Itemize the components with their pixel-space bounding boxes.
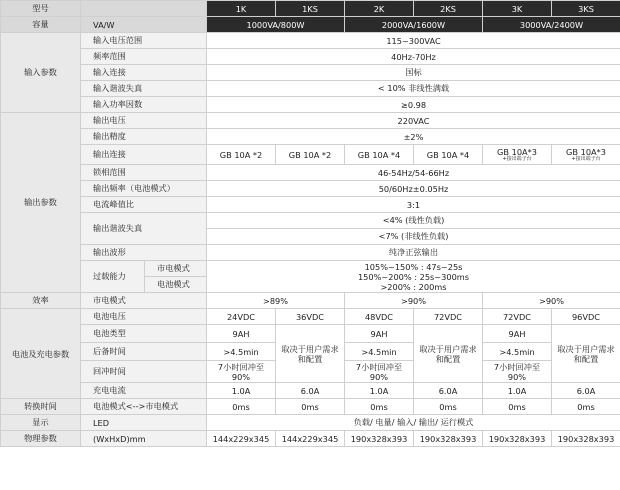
row-value: 115~300VAC <box>207 33 620 49</box>
row-value: 国标 <box>207 65 620 81</box>
row-value: 6.0A <box>414 383 483 399</box>
header-row <box>1 1 620 17</box>
row-value: 6.0A <box>276 383 345 399</box>
row-value: 0ms <box>483 399 552 415</box>
output-category: 输出参数 <box>1 113 81 293</box>
row-value: 50/60Hz±0.05Hz <box>207 181 620 197</box>
table-row <box>1 325 620 343</box>
model-3ks: 3KS <box>552 1 620 17</box>
row-value: 0ms <box>345 399 414 415</box>
input-category: 输入参数 <box>1 33 81 113</box>
table-row <box>1 49 620 65</box>
overload-line: 105%~150% : 47s~25s <box>364 261 463 272</box>
row-value: 负载/ 电量/ 输入/ 输出/ 运行模式 <box>207 415 620 431</box>
efficiency-category: 效率 <box>1 293 81 309</box>
capacity-1: 1000VA/800W <box>207 17 345 33</box>
table-row <box>1 383 620 399</box>
row-value: 0ms <box>552 399 620 415</box>
table-row <box>1 97 620 113</box>
table-row <box>1 309 620 325</box>
row-value: 24VDC <box>207 309 276 325</box>
row-label: 输入谐波失真 <box>81 81 207 97</box>
row-label: 充电电流 <box>81 383 207 399</box>
row-value: >90% <box>345 293 483 309</box>
row-label: 后备时间 <box>81 343 207 361</box>
capacity-3: 3000VA/2400W <box>483 17 620 33</box>
row-value: 9AH <box>207 325 276 343</box>
overload-line: 150%~200% : 25s~300ms <box>357 271 470 282</box>
connect-note: +接出端子台 <box>502 156 532 162</box>
capacity-sub: VA/W <box>81 17 207 33</box>
row-value: 48VDC <box>345 309 414 325</box>
model-1ks: 1KS <box>276 1 345 17</box>
table-row <box>1 165 620 181</box>
overload-line: >200% : 200ms <box>380 281 447 292</box>
row-value <box>552 145 620 165</box>
overload-mode-ac: 市电模式 <box>145 261 207 277</box>
header-blank <box>81 1 207 17</box>
row-value: 40Hz-70Hz <box>207 49 620 65</box>
row-value: ±2% <box>207 129 620 145</box>
row-value: 取决于用户需求和配置 <box>552 325 620 383</box>
row-value: 0ms <box>414 399 483 415</box>
row-label: 输出频率（电池模式） <box>81 181 207 197</box>
transfer-category: 转换时间 <box>1 399 81 415</box>
row-value: GB 10A *4 <box>414 145 483 165</box>
row-value: 96VDC <box>552 309 620 325</box>
table-row <box>1 181 620 197</box>
row-value: 7小时回冲至90% <box>483 361 552 383</box>
row-label: 输出电压 <box>81 113 207 129</box>
row-value: 72VDC <box>483 309 552 325</box>
row-label: (WxHxD)mm <box>81 431 207 447</box>
row-value: >4.5min <box>483 343 552 361</box>
table-row <box>1 293 620 309</box>
table-row <box>1 415 620 431</box>
row-label: 输出谐波失真 <box>81 213 207 245</box>
row-value: 1.0A <box>345 383 414 399</box>
row-value: 46-54Hz/54-66Hz <box>207 165 620 181</box>
row-value: 6.0A <box>552 383 620 399</box>
row-value: GB 10A *4 <box>345 145 414 165</box>
model-1k: 1K <box>207 1 276 17</box>
table-row <box>1 145 620 165</box>
capacity-2: 2000VA/1600W <box>345 17 483 33</box>
table-row <box>1 33 620 49</box>
row-value: 190x328x393 <box>414 431 483 447</box>
row-value: 0ms <box>276 399 345 415</box>
row-value: 9AH <box>483 325 552 343</box>
row-label: 输入功率因数 <box>81 97 207 113</box>
row-value: 1.0A <box>207 383 276 399</box>
row-value: >89% <box>207 293 345 309</box>
row-value: 9AH <box>345 325 414 343</box>
row-label: 锁相范围 <box>81 165 207 181</box>
overload-mode-battery: 电池模式 <box>145 277 207 293</box>
row-value <box>207 261 620 293</box>
physical-category: 物理参数 <box>1 431 81 447</box>
row-label: 输入连接 <box>81 65 207 81</box>
row-label: 电流峰值比 <box>81 197 207 213</box>
row-value: 1.0A <box>483 383 552 399</box>
display-category: 显示 <box>1 415 81 431</box>
connect-3ks: GB 10A*3 <box>566 147 606 157</box>
table-row <box>1 399 620 415</box>
row-value: 144x229x345 <box>207 431 276 447</box>
row-value <box>483 145 552 165</box>
row-value: 72VDC <box>414 309 483 325</box>
row-label: 过载能力 <box>81 261 145 293</box>
table-row <box>1 65 620 81</box>
row-label: 输出精度 <box>81 129 207 145</box>
row-value: 190x328x393 <box>345 431 414 447</box>
row-value: < 10% 非线性满载 <box>207 81 620 97</box>
row-value: <4% (线性负载) <box>207 213 620 229</box>
table-row <box>1 431 620 447</box>
row-value: >4.5min <box>207 343 276 361</box>
row-label: 输入电压范围 <box>81 33 207 49</box>
row-value: 3:1 <box>207 197 620 213</box>
row-value: ≥0.98 <box>207 97 620 113</box>
battery-category: 电池及充电参数 <box>1 309 81 399</box>
table-row <box>1 261 620 277</box>
connect-note: +接出端子台 <box>571 156 601 162</box>
model-2ks: 2KS <box>414 1 483 17</box>
row-value: 190x328x393 <box>483 431 552 447</box>
row-value: 7小时回冲至90% <box>207 361 276 383</box>
row-label: 市电模式 <box>81 293 207 309</box>
row-value: >4.5min <box>345 343 414 361</box>
table-row <box>1 113 620 129</box>
row-value: 144x229x345 <box>276 431 345 447</box>
row-label: LED <box>81 415 207 431</box>
row-label: 回冲时间 <box>81 361 207 383</box>
table-row <box>1 197 620 213</box>
capacity-label: 容量 <box>1 17 81 33</box>
table-row <box>1 81 620 97</box>
row-value: 36VDC <box>276 309 345 325</box>
row-value: 0ms <box>207 399 276 415</box>
row-label: 输出波形 <box>81 245 207 261</box>
row-label: 频率范围 <box>81 49 207 65</box>
row-value: >90% <box>483 293 620 309</box>
row-value: 取决于用户需求和配置 <box>414 325 483 383</box>
capacity-row <box>1 17 620 33</box>
row-value: GB 10A *2 <box>207 145 276 165</box>
model-2k: 2K <box>345 1 414 17</box>
row-value: 190x328x393 <box>552 431 620 447</box>
row-value: <7% (非线性负载) <box>207 229 620 245</box>
row-label: 输出连接 <box>81 145 207 165</box>
row-value: 220VAC <box>207 113 620 129</box>
row-label: 电池电压 <box>81 309 207 325</box>
row-value: 7小时回冲至90% <box>345 361 414 383</box>
table-row <box>1 245 620 261</box>
row-label: 电池模式<-->市电模式 <box>81 399 207 415</box>
table-row <box>1 213 620 229</box>
row-value: 取决于用户需求和配置 <box>276 325 345 383</box>
row-label: 电池类型 <box>81 325 207 343</box>
connect-3k: GB 10A*3 <box>497 147 537 157</box>
table-row <box>1 129 620 145</box>
model-3k: 3K <box>483 1 552 17</box>
header-model-label: 型号 <box>1 1 81 17</box>
row-value: GB 10A *2 <box>276 145 345 165</box>
row-value: 纯净正弦输出 <box>207 245 620 261</box>
